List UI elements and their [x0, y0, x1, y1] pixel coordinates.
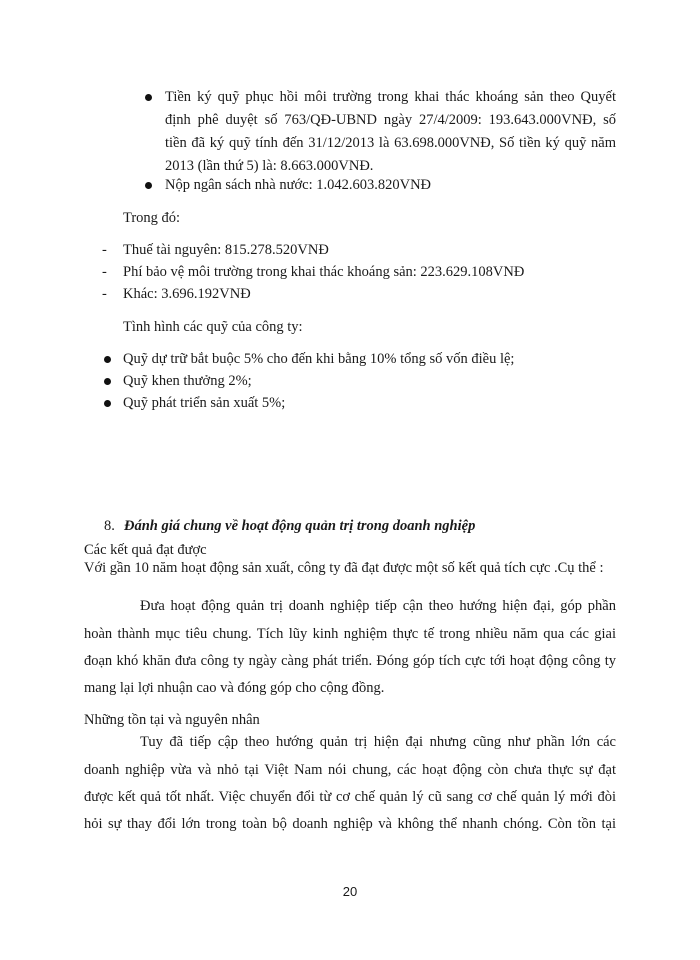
section-title: Đánh giá chung về hoạt động quản trị trong doanh nghiệp: [124, 518, 476, 534]
breakdown-item-other: Khác: 3.696.192VNĐ: [123, 286, 251, 302]
dash-marker: -: [102, 286, 107, 302]
results-para-line: Đưa hoạt động quản trị doanh nghiệp tiếp cận theo hướng hiện đại, góp phần: [140, 598, 616, 614]
bullet-icon: [104, 400, 111, 407]
breakdown-item-env-fee: Phí bảo vệ môi trường trong khai thác khoáng sản: 223.629.108VNĐ: [123, 264, 525, 280]
issues-para-line: hỏi sự thay đổi lớn trong toàn bộ doanh nghiệp và không thể nhanh chóng. Còn tồn tại: [84, 816, 616, 832]
funds-title: Tình hình các quỹ của công ty:: [123, 319, 303, 335]
results-heading: Các kết quả đạt được: [84, 542, 207, 558]
results-intro: Với gần 10 năm hoạt động sản xuất, công ty đã đạt được một số kết quả tích cực .Cụ thể :: [84, 560, 604, 576]
dash-marker: -: [102, 264, 107, 280]
page-number: 20: [342, 884, 358, 899]
budget-line: Nộp ngân sách nhà nước: 1.042.603.820VNĐ: [165, 177, 432, 193]
breakdown-item-tax: Thuế tài nguyên: 815.278.520VNĐ: [123, 242, 329, 258]
deposit-line-3: tiền đã ký quỹ tính đến 31/12/2013 là 63.698.000VNĐ, Số tiền ký quỹ năm: [165, 135, 616, 151]
results-para-line: hoàn thành mục tiêu chung. Tích lũy kinh nghiệm thực tế trong nhiều năm qua các giai: [84, 626, 616, 642]
breakdown-title: Trong đó:: [123, 210, 181, 226]
bullet-icon: [145, 94, 152, 101]
section-number: 8.: [104, 518, 115, 534]
issues-para-line: doanh nghiệp vừa và nhỏ tại Việt Nam nói chung, các hoạt động còn chưa thực sự đạt: [84, 762, 616, 778]
bullet-icon: [145, 182, 152, 189]
issues-para-line: được kết quả tốt nhất. Việc chuyển đổi từ cơ chế quản lý cũ sang cơ chế quản lý mới đòi: [84, 789, 616, 805]
deposit-line-4: 2013 (lần thứ 5) là: 8.663.000VNĐ.: [165, 158, 374, 174]
bullet-icon: [104, 378, 111, 385]
fund-item-bonus: Quỹ khen thưởng 2%;: [123, 373, 252, 389]
results-para-line: mang lại lợi nhuận cao và đóng góp cho cộng đồng.: [84, 680, 385, 696]
bullet-icon: [104, 356, 111, 363]
fund-item-reserve: Quỹ dự trữ bắt buộc 5% cho đến khi bằng 10% tổng số vốn điều lệ;: [123, 351, 515, 367]
deposit-line-2: định phê duyệt số 763/QĐ-UBND ngày 27/4/2009: 193.643.000VNĐ, số: [165, 112, 616, 128]
results-para-line: đoạn khó khăn đưa công ty ngày càng phát triển. Đóng góp tích cực tới hoạt động công ty: [84, 653, 616, 669]
deposit-line-1: Tiền ký quỹ phục hồi môi trường trong khai thác khoáng sản theo Quyết: [165, 89, 616, 105]
issues-para-line: Tuy đã tiếp cập theo hướng quản trị hiện đại nhưng cũng như phần lớn các: [140, 734, 616, 750]
issues-heading: Những tồn tại và nguyên nhân: [84, 712, 260, 728]
fund-item-development: Quỹ phát triển sản xuất 5%;: [123, 395, 286, 411]
dash-marker: -: [102, 242, 107, 258]
